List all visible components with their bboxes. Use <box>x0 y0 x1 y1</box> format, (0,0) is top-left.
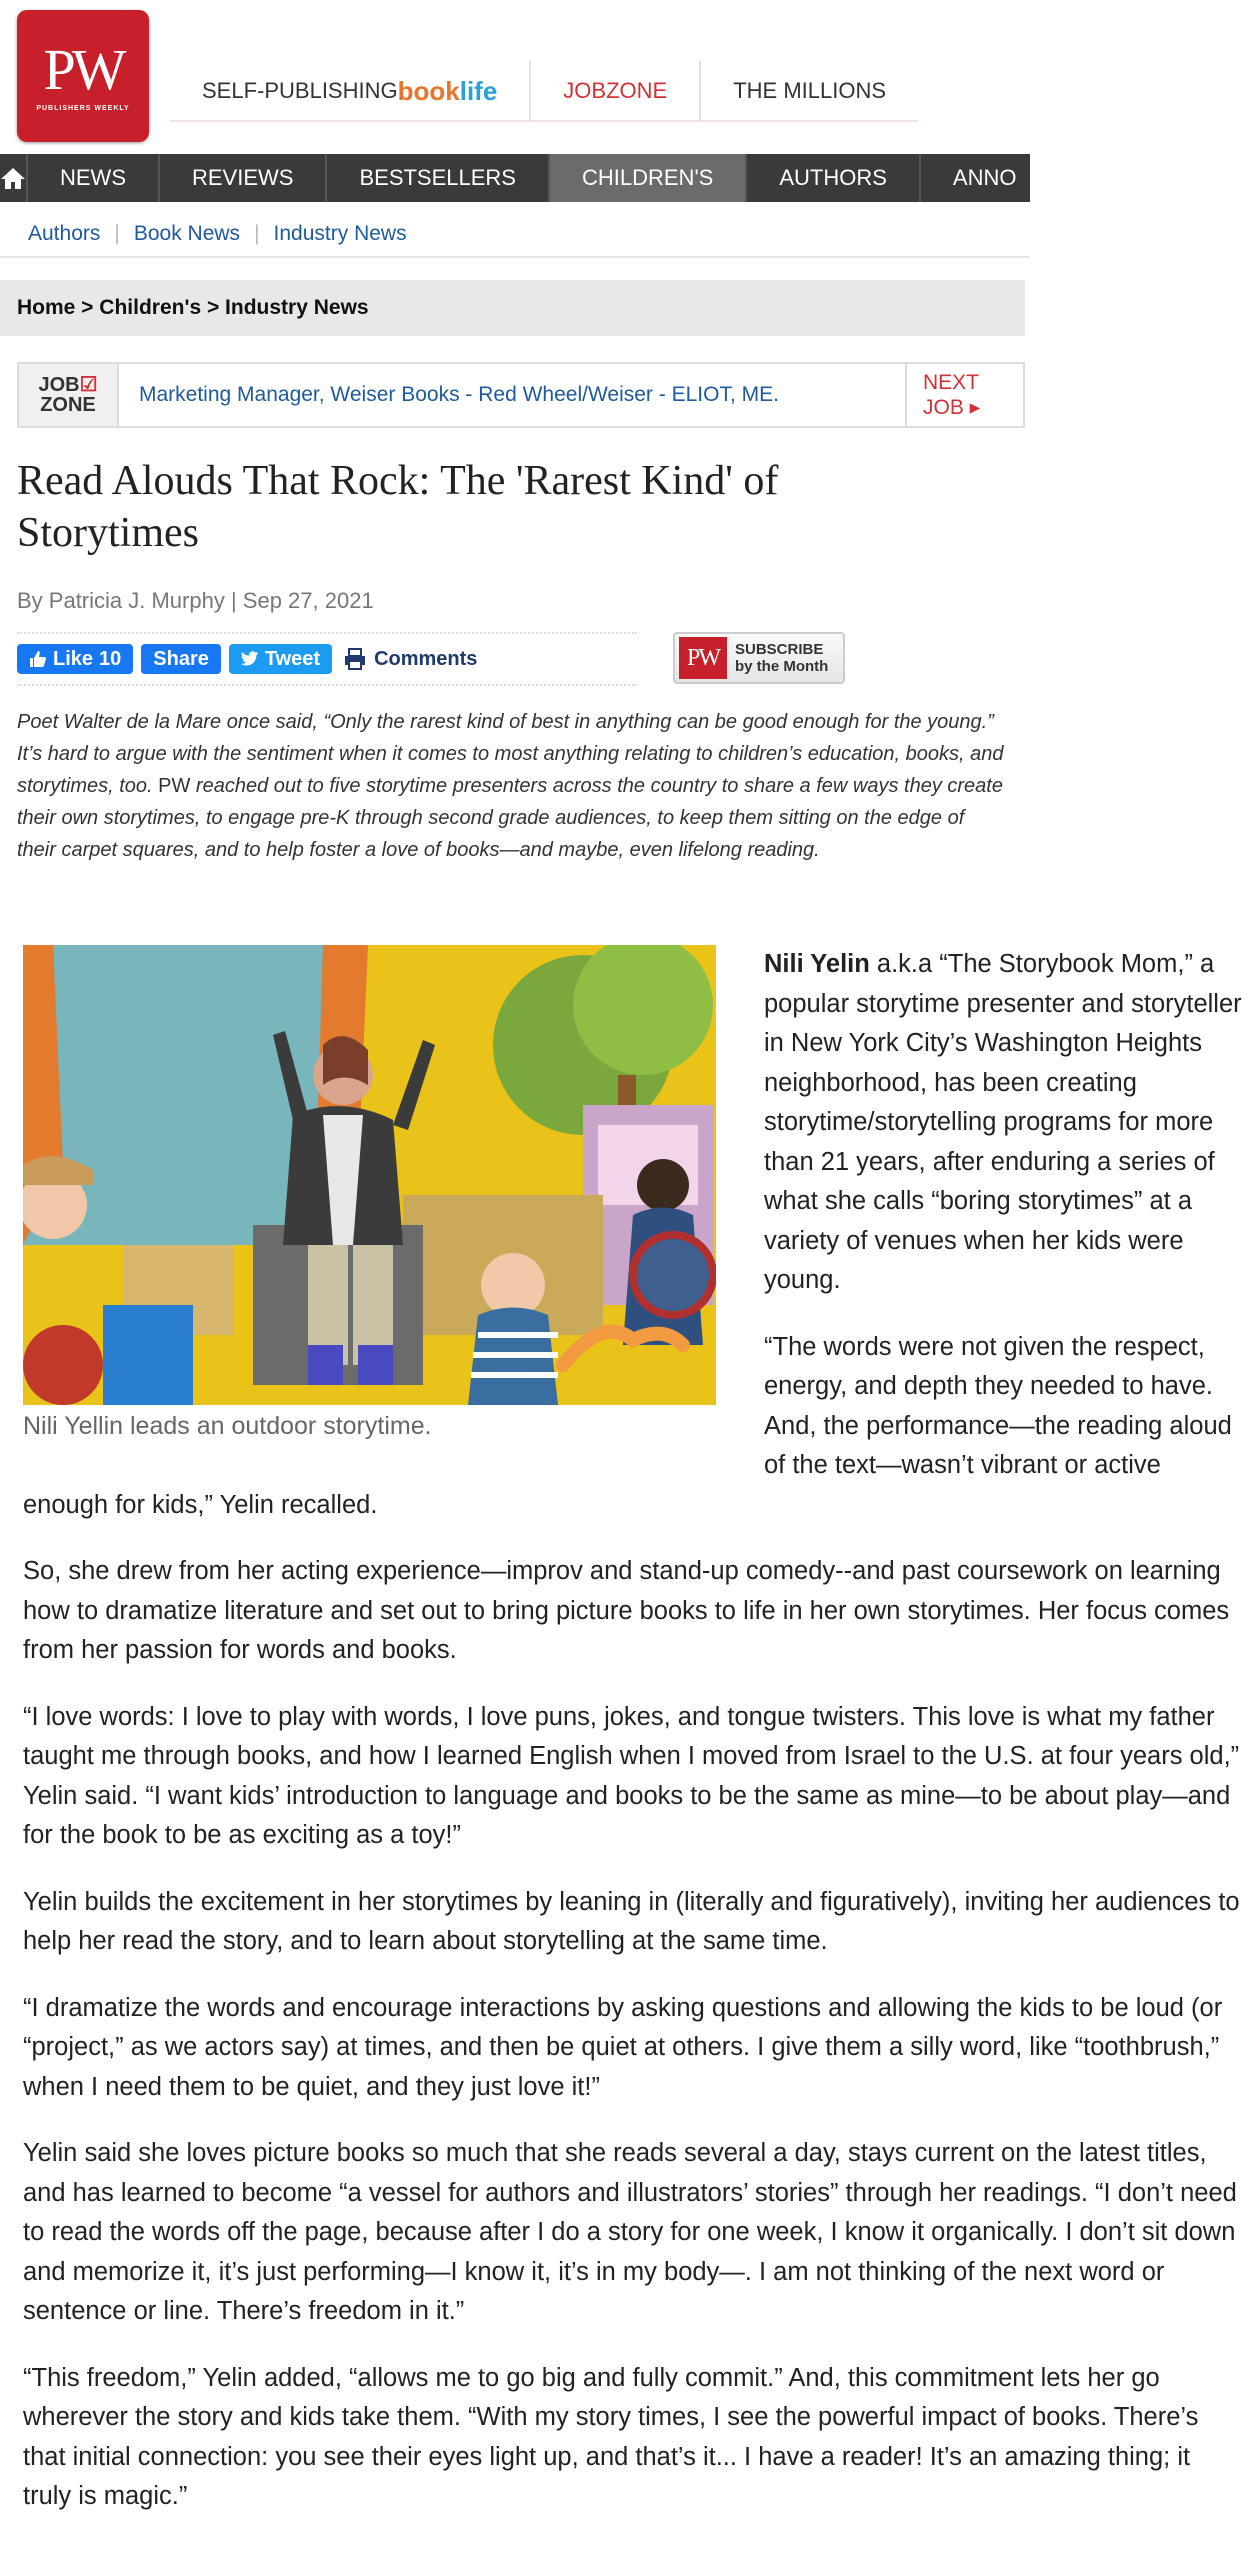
nav-childrens[interactable]: CHILDREN'S <box>550 154 747 202</box>
breadcrumb[interactable]: Home > Children's > Industry News <box>0 280 1025 336</box>
jobzone-banner <box>17 362 1025 428</box>
next-job-button[interactable]: NEXT JOB ▸ <box>905 364 1023 426</box>
pw-mini-logo: PW <box>679 637 727 679</box>
logo-mark: PW <box>43 36 123 102</box>
paragraph: “This freedom,” Yelin added, “allows me to go big and fully commit.” And, this commitment lets her go wherever the story and kids take them. “With my story times, I see the powerful impact of books. There’s that initial connection: you see their eyes light up, and that’s it... I have a reader! It’s an amazing thing; it truly is magic.” <box>23 2363 1199 2510</box>
person-name: Nili Yelin <box>764 950 870 978</box>
facebook-share-button[interactable]: Share <box>141 644 221 674</box>
print-icon <box>344 648 366 670</box>
self-publishing-label: SELF-PUBLISHING <box>202 78 398 103</box>
subscribe-button[interactable] <box>673 632 845 684</box>
nav-announcements[interactable]: ANNO <box>921 154 1030 202</box>
nav-authors[interactable]: AUTHORS <box>747 154 921 202</box>
paragraph: So, she drew from her acting experience—improv and stand-up comedy--and past coursework on learning how to dramatize literature and set out to bring picture books to life in her own storytimes. Her focus comes from her passion for words and books. <box>23 1557 1230 1664</box>
check-icon: ☑ <box>79 374 98 396</box>
social-bar <box>17 632 637 686</box>
subnav-authors[interactable]: Authors <box>28 222 101 245</box>
divider: | <box>254 222 260 245</box>
article-body <box>23 945 1243 2544</box>
paragraph: Yelin builds the excitement in her storytimes by leaning in (literally and figuratively), inviting her audiences to help her read the story, and to learn about storytelling at the same time. <box>23 1887 1240 1955</box>
paragraph: “I dramatize the words and encourage interactions by asking questions and allowing the kids to be loud (or “project,” as we actors say) at times, and then be quiet at others. I give them a silly word, like “toothbrush,” when I need them to be quiet, and they just love it!” <box>23 1993 1223 2101</box>
nav-bestsellers[interactable]: BESTSELLERS <box>327 154 550 202</box>
tweet-button[interactable]: Tweet <box>229 644 332 674</box>
the-millions-link[interactable]: THE MILLIONS <box>733 78 887 103</box>
sub-nav <box>0 212 1030 258</box>
thumbs-up-icon <box>29 650 47 668</box>
article-figure <box>23 945 716 1443</box>
facebook-like-button[interactable]: Like 10 <box>17 644 133 674</box>
paragraph: “The words were not given the respect, energy, and depth they needed to have. And, the performance—the reading aloud of the text—wasn’t vibrant or active enough for kids,” Yelin recalled. <box>23 1332 1232 1519</box>
article-dek: Poet Walter de la Mare once said, “Only the rarest kind of best in anything can be good enough for the young.” It’s hard to argue with the sentiment when it comes to most anything relating to children’s education, books, and storytimes, too. PW reached out to five storytime presenters across the country to share a few ways they create their own storytimes, to engage pre-K through second grade audiences, to keep them sitting on the edge of their carpet squares, and to help foster a love of books—and maybe, even lifelong reading. <box>17 711 1004 861</box>
nav-reviews[interactable]: REVIEWS <box>160 154 327 202</box>
main-nav <box>0 154 1030 202</box>
photo-caption: Nili Yellin leads an outdoor storytime. <box>23 1412 432 1440</box>
job-listing-link[interactable]: Marketing Manager, Weiser Books - Red Wheel/Weiser - ELIOT, ME. <box>139 383 779 406</box>
paragraph: Nili Yelin a.k.a “The Storybook Mom,” a popular storytime presenter and storyteller in New York City’s Washington Heights neighborhood, has been creating storytime/storytelling programs for more than 21 years, after enduring a series of what she calls “boring storytimes” at a variety of venues when her kids were young. <box>764 950 1242 1294</box>
nav-news[interactable]: NEWS <box>28 154 160 202</box>
logo-subtext: PUBLISHERS WEEKLY <box>36 104 130 112</box>
comments-link[interactable]: Comments <box>344 648 477 671</box>
paragraph: Yelin said she loves picture books so much that she reads several a day, stays current on the latest titles, and has learned to become “a vessel for authors and illustrators’ stories” through her readings. “I don’t need to read the words off the page, because after I do a story for one week, I know it organically. I don’t sit down and memorize it, it’s just performing—I know it, it’s in my body—. I am not thinking of the next word or sentence or line. There’s freedom in it.” <box>23 2139 1237 2325</box>
divider: | <box>114 222 120 245</box>
top-links <box>170 62 918 122</box>
article-byline: By Patricia J. Murphy | Sep 27, 2021 <box>17 588 374 613</box>
booklife-logo: booklife <box>397 75 498 106</box>
site-header <box>0 0 1030 150</box>
paragraph: “I love words: I love to play with words, I love puns, jokes, and tongue twisters. This love is what my father taught me through books, and how I learned English when I moved from Israel to the U.S. at four years old,” Yelin said. “I want kids’ introduction to language and books to be the same as mine—to be about play—and for the book to be as exciting as a toy!” <box>23 1702 1240 1849</box>
storytime-photo[interactable] <box>23 945 716 1405</box>
twitter-bird-icon <box>241 651 259 667</box>
jobzone-logo[interactable]: JOB☑ ZONE <box>19 364 119 426</box>
subnav-book-news[interactable]: Book News <box>133 222 241 245</box>
booklife-link[interactable] <box>170 61 531 121</box>
article-title: Read Alouds That Rock: The 'Rarest Kind' of Storytimes <box>17 458 779 556</box>
subscribe-text: SUBSCRIBE by the Month <box>735 641 829 675</box>
jobzone-link[interactable]: JOBZONE <box>531 61 701 121</box>
home-icon[interactable] <box>0 154 28 202</box>
subnav-industry-news[interactable]: Industry News <box>273 222 407 245</box>
pw-logo[interactable] <box>17 10 149 142</box>
